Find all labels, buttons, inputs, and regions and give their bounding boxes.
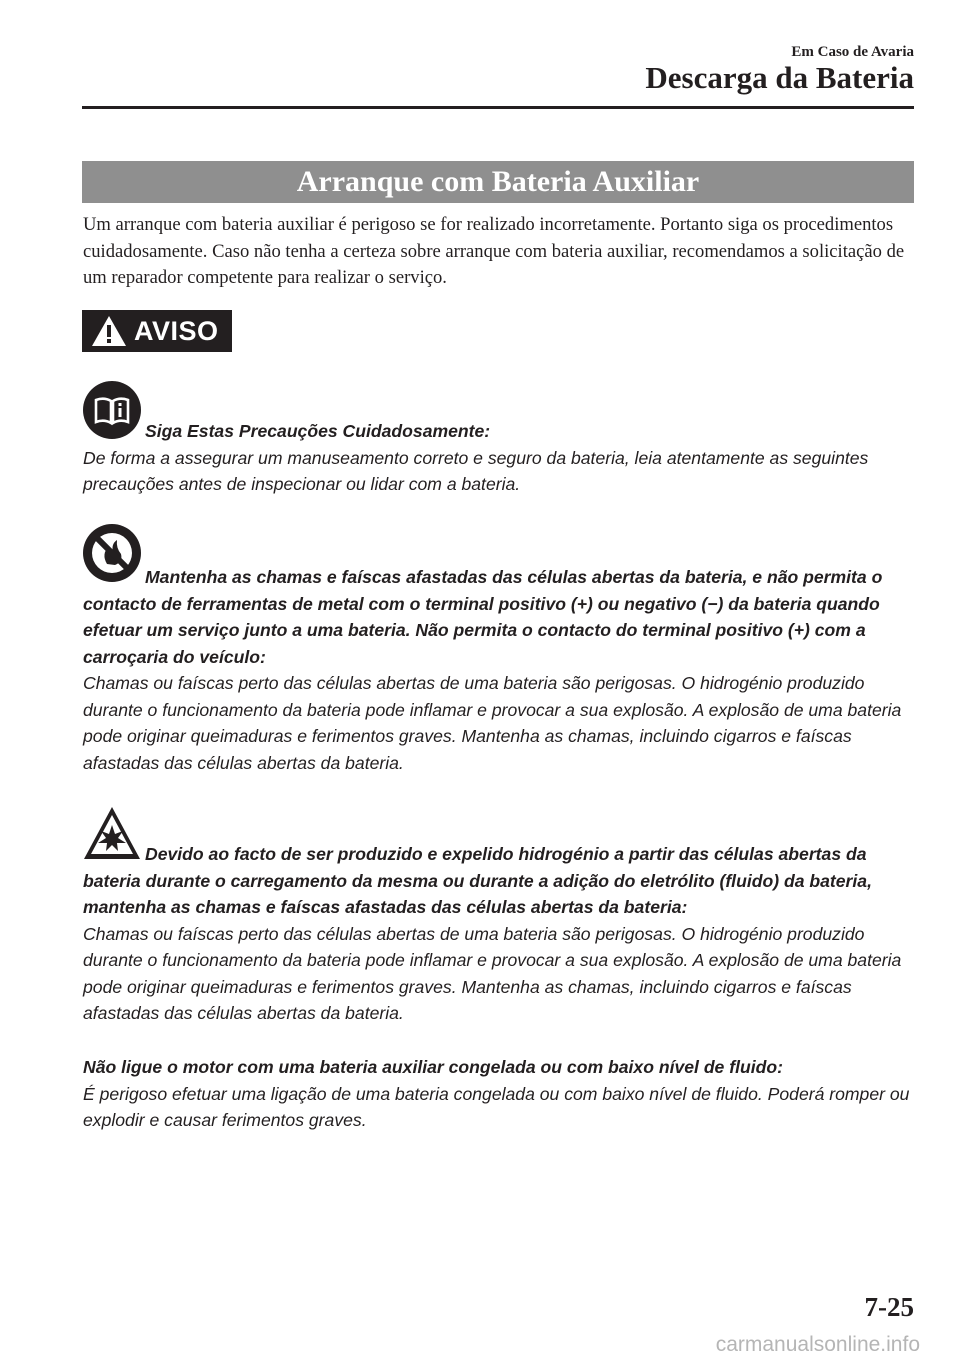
warning-triangle-icon — [90, 314, 128, 348]
caution-block — [83, 418, 915, 498]
header-divider — [82, 106, 914, 109]
caution-heading: Siga Estas Precauções Cuidadosamente: — [145, 421, 491, 441]
caution-heading: Não ligue o motor com uma bateria auxiliar congelada ou com baixo nível de fluido: — [83, 1057, 783, 1077]
page-title: Descarga da Bateria — [645, 60, 914, 95]
warning-badge — [82, 310, 232, 352]
intro-paragraph: Um arranque com bateria auxiliar é perigoso se for realizado incorretamente. Portanto siga os procedimentos cuidadosamente. Caso não tenha a certeza sobre arranque com bateria auxiliar, recomendamos a solicitação de um reparador competente para realizar o serviço. — [83, 214, 905, 288]
caution-heading: Devido ao facto de ser produzido e expelido hidrogénio a partir das células abertas da bateria durante o carregamento da mesma ou durante a adição do eletrólito (fluido) da bateria, mantenha as chamas e faíscas afastadas das células abertas da bateria: — [83, 844, 872, 917]
caution-block — [83, 1054, 915, 1134]
watermark: carmanualsonline.info — [715, 1333, 920, 1356]
header-section-label: Em Caso de Avaria — [791, 44, 914, 60]
caution-block — [83, 841, 915, 1027]
caution-body: É perigoso efetuar uma ligação de uma bateria congelada ou com baixo nível de fluido. Poderá romper ou explodir e causar ferimentos graves. — [83, 1083, 910, 1130]
caution-body: Chamas ou faíscas perto das células abertas de uma bateria são perigosas. O hidrogénio produzido durante o funcionamento da bateria pode inflamar e provocar a sua explosão. A explosão de uma bateria pode originar queimaduras e ferimentos graves. Mantenha as chamas, incluindo cigarros e faíscas afastadas das células abertas da bateria. — [83, 673, 902, 773]
page-number: 7-25 — [864, 1292, 914, 1322]
caution-body: De forma a assegurar um manuseamento correto e seguro da bateria, leia atentamente as seguintes precauções antes de inspecionar ou lidar com a bateria. — [83, 447, 869, 494]
warning-badge-label: AVISO — [134, 315, 219, 346]
caution-heading: Mantenha as chamas e faíscas afastadas das células abertas da bateria, e não permita o contacto de ferramentas de metal com o terminal positivo (+) ou negativo (−) da bateria quando efetuar um serviço junto a uma bateria. Não permita o contacto do terminal positivo (+) com a carroçaria do veículo: — [83, 567, 883, 667]
caution-body: Chamas ou faíscas perto das células abertas de uma bateria são perigosas. O hidrogénio produzido durante o funcionamento da bateria pode inflamar e provocar a sua explosão. A explosão de uma bateria pode originar queimaduras e ferimentos graves. Mantenha as chamas, incluindo cigarros e faíscas afastadas das células abertas da bateria. — [83, 923, 902, 1023]
caution-block — [83, 564, 915, 776]
section-banner — [82, 161, 914, 203]
section-title: Arranque com Bateria Auxiliar — [296, 165, 700, 198]
